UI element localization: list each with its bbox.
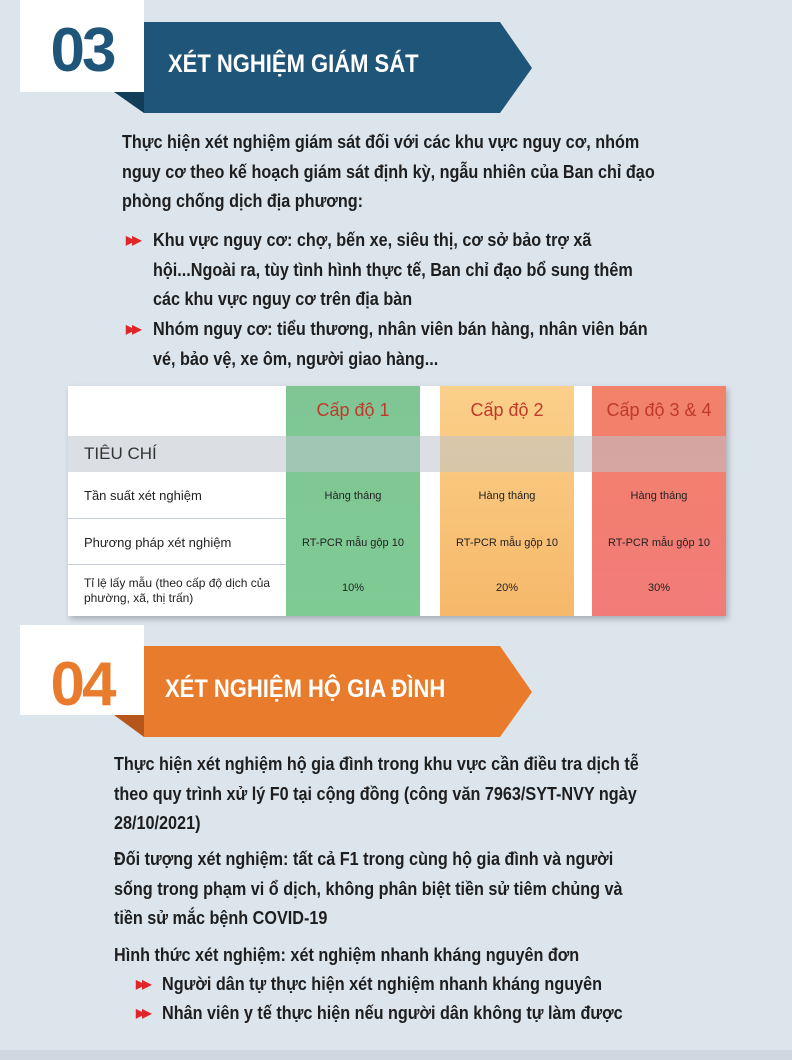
section-04-title-text: XÉT NGHIỆM HỘ GIA ĐÌNH — [165, 675, 446, 703]
table-cell: Hàng tháng — [630, 490, 688, 502]
table-cell: RT-PCR mẫu gộp 10 — [456, 537, 558, 549]
double-arrow-icon: ▶▶ — [136, 977, 149, 991]
row-divider — [68, 518, 286, 519]
section-03-intro — [122, 128, 682, 217]
row-label-method: Phương pháp xét nghiệm — [84, 535, 232, 550]
double-arrow-icon: ▶▶ — [126, 322, 139, 336]
section-03-title-text: XÉT NGHIỆM GIÁM SÁT — [168, 50, 419, 78]
section-04-paragraph-2 — [114, 845, 674, 934]
section-04-bullet — [136, 999, 676, 1029]
criteria-header: TIÊU CHÍ — [84, 444, 157, 463]
paragraph-line: tiền sử mắc bệnh COVID-19 — [114, 908, 328, 928]
double-arrow-icon: ▶▶ — [136, 1006, 149, 1020]
table-cell: 30% — [647, 582, 671, 594]
intro-line: phòng chống dịch địa phương: — [122, 191, 364, 211]
bullet-line: Nhân viên y tế thực hiện nếu người dân không tự làm được — [162, 1003, 623, 1023]
bullet-line: Người dân tự thực hiện xét nghiệm nhanh kháng nguyên — [162, 974, 603, 994]
paragraph-line: Đối tượng xét nghiệm: tất cả F1 trong cùng hộ gia đình và người — [114, 849, 614, 869]
paragraph-line: Thực hiện xét nghiệm hộ gia đình trong khu vực cần điều tra dịch tễ — [114, 754, 639, 774]
double-arrow-icon: ▶▶ — [126, 233, 139, 247]
table-cell: Hàng tháng — [324, 490, 382, 502]
section-03-number: 03 — [50, 16, 114, 85]
bullet-line: vé, bảo vệ, xe ôm, người giao hàng... — [153, 348, 439, 369]
level-1-header: Cấp độ 1 — [316, 400, 390, 420]
bullet-line: Khu vực nguy cơ: chợ, bến xe, siêu thị, cơ sở bảo trợ xã — [153, 230, 592, 250]
section-04-paragraph-1 — [114, 750, 674, 839]
section-04-title — [165, 671, 484, 707]
paragraph-line: Hình thức xét nghiệm: xét nghiệm nhanh kháng nguyên đơn — [114, 945, 580, 965]
row-label-frequency: Tần suất xét nghiệm — [84, 488, 202, 503]
level-2-header: Cấp độ 2 — [470, 400, 544, 420]
table-cell: RT-PCR mẫu gộp 10 — [608, 537, 710, 549]
section-03-title — [168, 46, 453, 82]
bullet-line: hội...Ngoài ra, tùy tình hình thực tế, Ban chỉ đạo bổ sung thêm — [153, 259, 633, 280]
table-cell: 10% — [341, 582, 365, 594]
paragraph-line: 28/10/2021) — [114, 813, 201, 833]
paragraph-line: theo quy trình xử lý F0 tại cộng đồng (công văn 7963/SYT-NVY ngày — [114, 783, 637, 804]
section-04-number: 04 — [50, 650, 114, 719]
page-bottom-bar — [0, 1050, 792, 1060]
section-04-paragraph-3 — [114, 941, 674, 971]
row-label-sampling-rate: Tỉ lệ lấy mẫu (theo cấp độ dịch của phường, xã, thị trấn) — [84, 576, 271, 605]
criteria-header-bar — [68, 436, 726, 472]
table-cell: 20% — [495, 582, 519, 594]
paragraph-line: sống trong phạm vi ổ dịch, không phân biệt tiền sử tiêm chủng và — [114, 878, 623, 899]
intro-line: Thực hiện xét nghiệm giám sát đối với các khu vực nguy cơ, nhóm — [122, 132, 640, 152]
intro-line: nguy cơ theo kế hoạch giám sát định kỳ, ngẫu nhiên của Ban chỉ đạo — [122, 161, 655, 182]
table-cell: RT-PCR mẫu gộp 10 — [302, 537, 404, 549]
table-cell: Hàng tháng — [478, 490, 536, 502]
bullet-line: Nhóm nguy cơ: tiểu thương, nhân viên bán hàng, nhân viên bán — [153, 319, 648, 339]
criteria-table — [68, 386, 726, 616]
bullet-line: các khu vực nguy cơ trên địa bàn — [153, 289, 413, 309]
section-04-bullet — [136, 970, 676, 1000]
row-divider — [68, 564, 286, 565]
level-3-4-header: Cấp độ 3 & 4 — [606, 400, 712, 420]
